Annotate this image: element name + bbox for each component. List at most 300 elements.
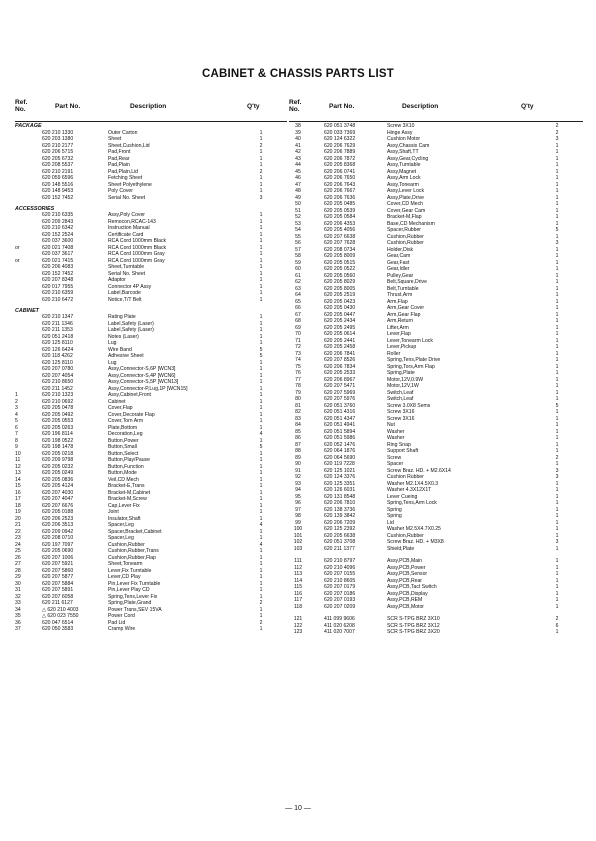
description: Assy,PCB,Sensor xyxy=(387,571,428,577)
description: Lug xyxy=(108,340,117,346)
part-no: △ 620 023 7550 xyxy=(42,613,79,619)
description: Assy,Connector-S,4P [WCN6] xyxy=(108,372,176,379)
ref-no: 18 xyxy=(15,502,21,509)
qty: 1 xyxy=(555,461,559,467)
qty: 5 xyxy=(259,353,263,359)
description: Spacer,Rubber xyxy=(387,227,421,233)
ref-no: 73 xyxy=(295,350,301,357)
qty: 1 xyxy=(259,567,263,574)
ref-no: 47 xyxy=(295,181,301,188)
description: Assy,Plate,Drive xyxy=(387,194,424,201)
description: Screw 3X10 xyxy=(387,123,415,129)
ref-no: 1 xyxy=(15,392,18,398)
description: Button,Play/Pause xyxy=(108,457,150,463)
part-no: 620 207 5877 xyxy=(42,574,74,580)
part-no: 620 205 2495 xyxy=(324,324,356,331)
description: Lever,CD Play xyxy=(108,574,141,580)
description: Assy,Chassis Cam xyxy=(387,142,430,149)
description: RCA Cord 1000mm Black xyxy=(108,244,167,251)
description: Pad,Plain,Lid xyxy=(108,168,139,175)
description: Assy,Cabinet,Front xyxy=(108,392,151,398)
part-no: 620 196 8114 xyxy=(42,431,73,437)
qty: 1 xyxy=(555,435,559,441)
qty: 1 xyxy=(259,626,263,632)
qty: 2 xyxy=(259,600,263,606)
qty: 1 xyxy=(555,603,559,610)
part-no: 620 205 4056 xyxy=(324,227,356,233)
ref-no: 112 xyxy=(293,564,303,571)
table-header xyxy=(289,97,583,122)
part-no: 620 152 7452 xyxy=(42,194,74,201)
part-no: 620 205 0430 xyxy=(324,305,356,311)
ref-no: 94 xyxy=(295,487,301,493)
description: Cushion,Rubber xyxy=(387,532,424,539)
description: Arm,Return xyxy=(387,318,414,324)
qty: 1 xyxy=(555,448,559,454)
part-no: 620 139 3842 xyxy=(324,513,356,519)
qty: 1 xyxy=(555,305,559,311)
description: Bracket-M,Cabinet xyxy=(108,489,151,496)
qty: 2 xyxy=(555,129,559,136)
part-no: 620 037 3617 xyxy=(42,251,74,257)
part-no: 620 205 2519 xyxy=(324,292,356,298)
qty: 1 xyxy=(555,532,559,539)
part-no: 620 205 8029 xyxy=(324,279,356,285)
description: Assy,Connector-S,5P [WCN13] xyxy=(108,379,179,385)
qty: 1 xyxy=(259,424,263,431)
ref-no: 53 xyxy=(295,220,301,227)
ref-no: 13 xyxy=(15,470,21,476)
description: Assy,Connector-S,6P [WCN3] xyxy=(108,366,176,372)
description: Arm,Flap xyxy=(387,298,408,305)
description: Pin,Lever Play CD xyxy=(108,587,150,593)
ref-no: 89 xyxy=(295,454,301,461)
description: Ring Snap xyxy=(387,441,411,448)
section-heading: CABINET xyxy=(15,307,39,314)
description: Pin,Lever Fix Turntable xyxy=(108,580,161,587)
qty: 1 xyxy=(259,450,263,457)
description: Spacer,Bracket,Cabinet xyxy=(108,528,162,535)
description: Assy,PCB,REM xyxy=(387,597,423,603)
part-no: 620 206 7810 xyxy=(324,500,356,506)
qty: 1 xyxy=(555,422,559,428)
qty: 5 xyxy=(555,227,559,233)
table-row xyxy=(289,604,583,611)
description: Cushion Rubber xyxy=(387,474,424,480)
part-no: 620 148 9453 xyxy=(42,188,74,194)
ref-no: 87 xyxy=(295,441,301,448)
ref-no: 29 xyxy=(15,574,21,580)
part-no: 411 020 6208 xyxy=(324,622,355,629)
part-no: 620 206 4353 xyxy=(324,220,356,227)
description: Gear,Idler xyxy=(387,266,410,272)
qty: 1 xyxy=(555,142,559,149)
qty: 4 xyxy=(259,431,263,437)
part-no: 620 064 1876 xyxy=(324,448,356,454)
description: Holder,Disk xyxy=(387,246,414,253)
description: Belt,Square,Drive xyxy=(387,279,427,285)
description: Sheet xyxy=(108,136,122,142)
description: Washer 4.3X12X1T xyxy=(387,487,432,493)
part-no: 620 206 3513 xyxy=(42,522,74,528)
description: Lid xyxy=(387,519,394,526)
part-no: 620 210 2191 xyxy=(42,168,74,175)
ref-no: 45 xyxy=(295,168,301,175)
description: Cover,Gear Cam xyxy=(387,207,426,214)
description: Cover,Torn Arm xyxy=(108,418,144,424)
qty: 1 xyxy=(555,629,559,635)
ref-no: 49 xyxy=(295,194,301,201)
ref-no: 58 xyxy=(295,253,301,259)
ref-no: 19 xyxy=(15,509,21,515)
part-no: 620 206 5715 xyxy=(42,149,74,155)
header-description: Description xyxy=(402,103,439,110)
header-part-no: Part No. xyxy=(329,103,355,110)
ref-no: 35 xyxy=(15,613,21,619)
description: Lug xyxy=(108,359,117,366)
part-no: 620 051 3748 xyxy=(324,123,356,129)
part-no: 620 205 2458 xyxy=(324,344,356,350)
qty: 1 xyxy=(555,526,559,532)
part-no: 620 209 2843 xyxy=(42,218,74,225)
description: Poly Cover xyxy=(108,188,133,194)
description: Sheet Polyethylene xyxy=(108,181,152,188)
description: Support Shaft xyxy=(387,448,419,454)
ref-no: 59 xyxy=(295,259,301,266)
ref-no: 52 xyxy=(295,214,301,220)
ref-no: 54 xyxy=(295,227,301,233)
description: Lever,Flap xyxy=(387,331,411,337)
ref-no: 121 xyxy=(293,616,303,622)
part-no: 620 205 0263 xyxy=(42,424,74,431)
qty: 1 xyxy=(555,162,559,168)
part-no: 620 210 1323 xyxy=(42,392,74,398)
part-no: 620 205 0614 xyxy=(324,331,356,337)
description: Cushion,Rubber xyxy=(108,541,145,548)
part-no: 620 207 4030 xyxy=(42,489,74,496)
description: SCR S-TPG BRZ 3X20 xyxy=(387,629,440,635)
description: Switch,Leaf xyxy=(387,389,414,396)
description: Label,Barcode xyxy=(108,290,141,296)
description: Wire Band xyxy=(108,346,132,353)
description: Washer M2.1X4.5X0.3 xyxy=(387,480,439,487)
description: Thrust,Arm xyxy=(387,292,413,298)
part-no: 620 208 5537 xyxy=(42,162,74,168)
ref-no: 95 xyxy=(295,493,301,500)
description: Gear,Fast xyxy=(387,259,410,266)
ref-no: 21 xyxy=(15,522,21,528)
description: Assy,PCB,Tact Switch xyxy=(387,584,437,590)
description: Bracket-E,Trans xyxy=(108,483,145,489)
part-no: 620 059 6596 xyxy=(42,175,74,181)
description: Assy,PCB,Power xyxy=(387,564,426,571)
part-no: 620 205 0447 xyxy=(324,311,356,318)
qty: 1 xyxy=(259,188,263,194)
qty: 1 xyxy=(555,370,559,376)
part-no: 620 207 5884 xyxy=(42,580,74,587)
ref-no: 5 xyxy=(15,418,18,424)
header-qty: Q'ty xyxy=(521,103,534,110)
ref-no: 123 xyxy=(293,629,303,635)
description: Button,Power xyxy=(108,437,139,444)
description: Assy,Gear,Cycling xyxy=(387,155,429,162)
part-no: 620 198 0522 xyxy=(42,437,74,444)
qty: 1 xyxy=(555,389,559,396)
part-no: 620 207 5471 xyxy=(324,383,356,389)
ref-no: 77 xyxy=(295,376,301,383)
description: Washer xyxy=(387,428,405,435)
part-no: 620 205 0515 xyxy=(324,259,356,266)
qty: 1 xyxy=(259,231,263,238)
description: Insulator,Shaft xyxy=(108,515,141,522)
part-no: 620 205 4124 xyxy=(42,483,74,489)
ref-no: 57 xyxy=(295,246,301,253)
qty: 1 xyxy=(555,155,559,162)
part-no: 620 205 0690 xyxy=(42,548,74,554)
qty: 1 xyxy=(259,580,263,587)
part-no: 620 205 0423 xyxy=(324,298,356,305)
ref-no: 66 xyxy=(295,305,301,311)
qty: 6 xyxy=(555,622,559,629)
description: Cushion,Rubber xyxy=(387,233,424,240)
part-no: 620 207 5976 xyxy=(324,396,356,402)
part-no: 620 210 8605 xyxy=(324,577,356,584)
description: Cramp Wire xyxy=(108,626,136,632)
description: Arm,Gear Flap xyxy=(387,311,421,318)
part-no: 620 205 0249 xyxy=(42,470,74,476)
description: Cushion,Rubber,Trans xyxy=(108,548,159,554)
header-part-no: Part No. xyxy=(55,103,81,110)
qty: 1 xyxy=(555,558,559,564)
part-no: 620 206 7650 xyxy=(324,175,356,181)
qty: 2 xyxy=(555,123,559,129)
part-no: 620 205 2434 xyxy=(324,318,356,324)
qty: 1 xyxy=(259,483,263,489)
qty: 1 xyxy=(259,366,263,372)
ref-no: 55 xyxy=(295,233,301,240)
description: Sheet,Cushion,Lid xyxy=(108,142,150,149)
qty: 1 xyxy=(555,181,559,188)
ref-no: 36 xyxy=(15,619,21,626)
ref-no: 90 xyxy=(295,461,301,467)
qty: 1 xyxy=(259,489,263,496)
left-rows xyxy=(15,123,287,633)
part-no: 620 119 7228 xyxy=(324,461,355,467)
part-no: 620 203 1380 xyxy=(42,136,74,142)
ref-no: 62 xyxy=(295,279,301,285)
ref-no: 88 xyxy=(295,448,301,454)
description: RCA Cord 1000mm Gray xyxy=(108,257,165,264)
qty: 1 xyxy=(259,257,263,264)
part-no: 620 207 5921 xyxy=(42,561,74,567)
description: Label,Safety (Laser) xyxy=(108,320,154,327)
description: Cushion Motor xyxy=(387,136,421,142)
part-no: 620 210 8797 xyxy=(324,558,356,564)
description: Lever,Fix Turntable xyxy=(108,567,152,574)
description: SCR S-TPG BRZ 3X12 xyxy=(387,622,440,629)
part-no: 620 206 2523 xyxy=(42,515,74,522)
description: Assy,Poly Cover xyxy=(108,212,145,218)
description: Bracket-M,Screw xyxy=(108,496,147,502)
ref-no: 11 xyxy=(15,457,21,463)
table-row xyxy=(15,297,287,304)
qty: 1 xyxy=(259,496,263,502)
description: Pad,Rear xyxy=(108,155,130,162)
part-no: 620 211 6127 xyxy=(42,600,73,606)
part-no: 620 050 3583 xyxy=(42,626,74,632)
part-no: 620 207 5891 xyxy=(42,587,74,593)
qty: 5 xyxy=(259,444,263,450)
ref-no: 48 xyxy=(295,188,301,194)
qty: 1 xyxy=(259,502,263,509)
qty: 1 xyxy=(259,593,263,600)
description: Cabinet xyxy=(108,398,126,405)
ref-no: 46 xyxy=(295,175,301,181)
qty: 1 xyxy=(555,590,559,597)
qty: 1 xyxy=(259,283,263,290)
description: Nut xyxy=(387,422,395,428)
part-no: 620 205 0539 xyxy=(324,207,356,214)
description: Spring,Tors,Arm Flap xyxy=(387,363,435,370)
qty: 1 xyxy=(555,493,559,500)
qty: 1 xyxy=(555,311,559,318)
part-no: 620 207 8526 xyxy=(324,357,356,363)
ref-no: 93 xyxy=(295,480,301,487)
description: Switch,Leaf xyxy=(387,396,414,402)
part-no: 620 064 5690 xyxy=(324,454,356,461)
description: Adaptor xyxy=(108,277,126,283)
part-no: 620 198 1478 xyxy=(42,444,74,450)
ref-no: 50 xyxy=(295,201,301,207)
qty: 3 xyxy=(555,467,559,474)
qty: 1 xyxy=(555,396,559,402)
part-no: 620 206 7636 xyxy=(324,194,356,201)
parts-table-left xyxy=(15,97,287,633)
part-no: 620 207 0179 xyxy=(324,584,356,590)
qty: 1 xyxy=(555,149,559,155)
part-no: 620 206 4083 xyxy=(42,264,74,270)
ref-no: 20 xyxy=(15,515,21,522)
description: Pad,Front xyxy=(108,149,131,155)
description: Connector 4P Assy xyxy=(108,283,152,290)
ref-no: 72 xyxy=(295,344,301,350)
ref-no: 114 xyxy=(293,577,303,584)
qty: 1 xyxy=(555,188,559,194)
description: Bracket-M,Flap xyxy=(387,214,422,220)
ref-no: 27 xyxy=(15,561,21,567)
qty: 1 xyxy=(555,266,559,272)
ref-no: 96 xyxy=(295,500,301,506)
description: Certificate Card xyxy=(108,231,144,238)
part-no: 620 210 1347 xyxy=(42,314,74,320)
qty: 1 xyxy=(555,233,559,240)
part-no: 620 207 0209 xyxy=(324,603,356,610)
description: Spring xyxy=(387,513,402,519)
qty: 2 xyxy=(555,454,559,461)
part-no: 620 125 2392 xyxy=(324,526,356,532)
ref-no: 42 xyxy=(295,149,301,155)
part-no: 620 207 4047 xyxy=(42,496,74,502)
description: Serial No. Sheet xyxy=(108,270,146,277)
qty: 2 xyxy=(259,168,263,175)
ref-no: 44 xyxy=(295,162,301,168)
ref-no: 82 xyxy=(295,409,301,415)
part-no: 620 205 6732 xyxy=(42,155,74,162)
description: Spring,Tens,Arm Lock xyxy=(387,500,437,506)
description: Notice,T/T Belt xyxy=(108,296,142,303)
ref-no: 39 xyxy=(295,129,301,136)
description: Label,Safety (Laser) xyxy=(108,327,154,333)
qty: 1 xyxy=(259,162,263,168)
ref-no: 43 xyxy=(295,155,301,162)
part-no: 620 210 6335 xyxy=(42,212,74,218)
part-no: 620 125 8110 xyxy=(42,359,73,366)
ref-no: 16 xyxy=(15,489,21,496)
description: Assy,Lever Lock xyxy=(387,188,424,194)
qty: 1 xyxy=(259,333,263,340)
part-no: 620 205 0522 xyxy=(324,266,356,272)
description: Joint xyxy=(108,509,119,515)
description: Sheet,Turntable xyxy=(108,264,145,270)
qty: 1 xyxy=(259,470,263,476)
part-no: 620 206 7889 xyxy=(324,149,356,155)
description: Cover,Decorate Flap xyxy=(108,411,155,418)
part-no: 620 210 6359 xyxy=(42,290,74,296)
qty: 1 xyxy=(259,277,263,283)
description: Spring,Plate,Grand xyxy=(108,600,152,606)
ref-no: 86 xyxy=(295,435,301,441)
qty: 1 xyxy=(555,409,559,415)
part-no: 620 051 4347 xyxy=(324,415,356,422)
description: Button,Mode xyxy=(108,470,137,476)
part-no: 620 131 8548 xyxy=(324,493,356,500)
description: Assy,PCB,Main xyxy=(387,558,423,564)
header-ref-no: Ref. No. xyxy=(289,99,302,114)
qty: 1 xyxy=(555,376,559,383)
description: Hinge Assy xyxy=(387,129,413,136)
qty: 1 xyxy=(259,437,263,444)
qty: 1 xyxy=(555,519,559,526)
description: Lever,Tonearm Lock xyxy=(387,337,433,344)
description: Spring,Plate xyxy=(387,370,415,376)
ref-no: 70 xyxy=(295,331,301,337)
part-no: 620 206 7643 xyxy=(324,181,356,188)
part-no: 620 205 0478 xyxy=(42,405,74,411)
description: SCR S-TPG BRZ 3X10 xyxy=(387,616,440,622)
description: Cover,Flap xyxy=(108,405,133,411)
page-title: CABINET & CHASSIS PARTS LIST xyxy=(202,68,394,80)
description: Remocon,RCAC-143 xyxy=(108,218,156,225)
part-no: 620 208 0710 xyxy=(42,535,74,541)
ref-no: 56 xyxy=(295,240,301,246)
ref-no: 38 xyxy=(295,123,301,129)
description: Screw Braz. HD. + M2.6X14 xyxy=(387,467,451,474)
part-no: 620 210 8650 xyxy=(42,379,74,385)
qty: 1 xyxy=(555,441,559,448)
part-no: 620 207 6058 xyxy=(42,593,74,600)
ref-no: 91 xyxy=(295,467,301,474)
qty: 1 xyxy=(259,225,263,231)
ref-no: 41 xyxy=(295,142,301,149)
description: Cushion,Rubber xyxy=(387,240,424,246)
part-no: 620 051 4316 xyxy=(324,409,356,415)
qty: 1 xyxy=(259,554,263,561)
table-header xyxy=(15,97,287,122)
ref-no: 30 xyxy=(15,580,21,587)
ref-no: 32 xyxy=(15,593,21,600)
description: Fetching Sheet xyxy=(108,175,143,181)
description: Assy,Connector-P,Lug,1P [WCN15] xyxy=(108,385,188,392)
